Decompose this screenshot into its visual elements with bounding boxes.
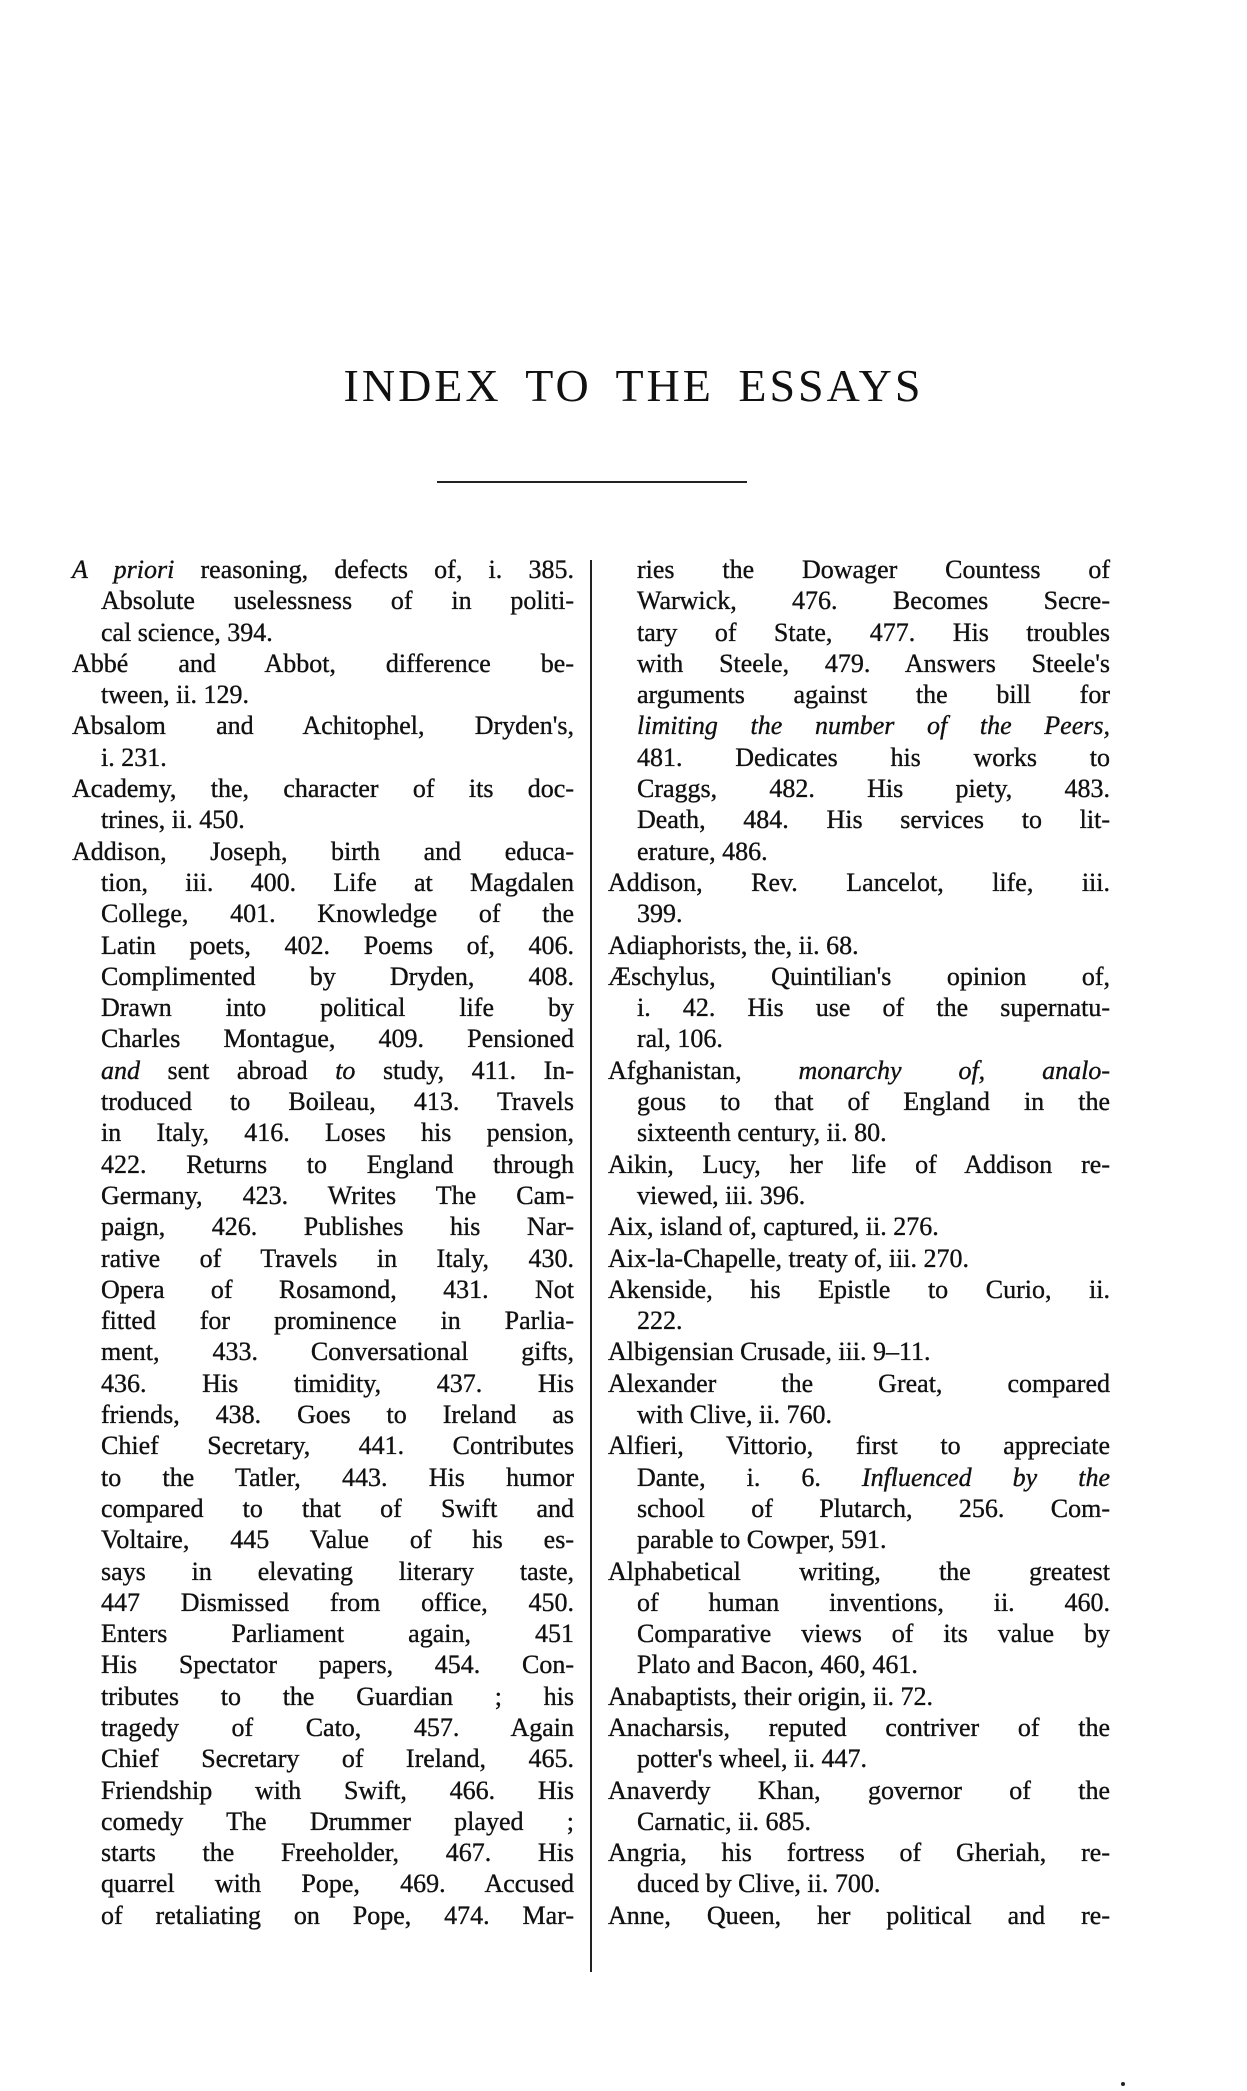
index-entry-line: 436. His timidity, 437. His bbox=[101, 1368, 574, 1398]
index-entry bbox=[608, 1055, 1110, 1149]
index-entry bbox=[608, 1837, 1110, 1900]
index-entry-heading-line: Albigensian Crusade, iii. 9–11. bbox=[608, 1337, 931, 1367]
index-entry-line: paign, 426. Publishes his Nar- bbox=[101, 1212, 574, 1242]
index-entry-heading-line: Anaverdy Khan, governor of the bbox=[608, 1775, 1110, 1805]
index-entry bbox=[72, 773, 574, 836]
index-entry-line: Warwick, 476. Becomes Secre- bbox=[637, 586, 1110, 616]
index-entry-heading-line: Addison, Rev. Lancelot, life, iii. bbox=[608, 867, 1110, 897]
index-entry bbox=[608, 1274, 1110, 1337]
index-entry-line: friends, 438. Goes to Ireland as bbox=[101, 1400, 574, 1430]
index-entry-line: Absolute uselessness of in politi- bbox=[101, 586, 574, 616]
index-entry-heading-line: Addison, Joseph, birth and educa- bbox=[72, 836, 574, 866]
index-entry bbox=[608, 554, 1110, 867]
index-entry-line: says in elevating literary taste, bbox=[101, 1556, 574, 1586]
index-entry-line: 399. bbox=[637, 899, 683, 929]
index-entry bbox=[608, 867, 1110, 930]
index-entry-heading-line: Academy, the, character of its doc- bbox=[72, 774, 574, 804]
text-segment: sent abroad bbox=[140, 1055, 336, 1085]
index-entry-heading-line: Angria, his fortress of Gheriah, re- bbox=[608, 1838, 1110, 1868]
index-entry-line: compared to that of Swift and bbox=[101, 1493, 574, 1523]
index-entry bbox=[608, 1368, 1110, 1431]
index-entry bbox=[72, 836, 574, 1931]
index-entry bbox=[608, 1681, 1110, 1712]
index-entry bbox=[608, 1211, 1110, 1242]
index-entry-line: rative of Travels in Italy, 430. bbox=[101, 1243, 574, 1273]
index-entry-heading-line: Æschylus, Quintilian's opinion of, bbox=[608, 961, 1110, 991]
index-entry-heading-line: Aix-la-Chapelle, treaty of, iii. 270. bbox=[608, 1243, 970, 1273]
index-entry bbox=[608, 1149, 1110, 1212]
index-entry-line: Chief Secretary, 441. Contributes bbox=[101, 1431, 574, 1461]
index-entry-line: duced by Clive, ii. 700. bbox=[637, 1869, 881, 1899]
index-entry-line bbox=[72, 1055, 574, 1086]
index-entry-heading-line: Alphabetical writing, the greatest bbox=[608, 1556, 1110, 1586]
index-entry-line: Comparative views of its value by bbox=[637, 1619, 1110, 1649]
page-title: INDEX TO THE ESSAYS bbox=[343, 360, 924, 411]
index-entry-line: fitted for prominence in Parlia- bbox=[101, 1306, 574, 1336]
index-entry-line: trines, ii. 450. bbox=[101, 805, 245, 835]
index-entry-line: Opera of Rosamond, 431. Not bbox=[101, 1274, 574, 1304]
index-entry bbox=[608, 961, 1110, 1055]
index-entry-line: viewed, iii. 396. bbox=[637, 1180, 806, 1210]
index-entry-line: Charles Montague, 409. Pensioned bbox=[101, 1024, 574, 1054]
index-entry-heading-line: Akenside, his Epistle to Curio, ii. bbox=[608, 1274, 1110, 1304]
index-entry bbox=[608, 1900, 1110, 1931]
index-entry-line: Plato and Bacon, 460, 461. bbox=[637, 1650, 918, 1680]
index-column-right bbox=[608, 554, 1110, 1931]
index-entry-line: with Steele, 479. Answers Steele's bbox=[637, 648, 1110, 678]
index-entry bbox=[608, 1775, 1110, 1838]
index-entry-line: parable to Cowper, 591. bbox=[637, 1525, 887, 1555]
index-entry-line: arguments against the bill for bbox=[637, 680, 1110, 710]
index-entry-line: 447 Dismissed from office, 450. bbox=[101, 1587, 574, 1617]
index-entry-line: ment, 433. Conversational gifts, bbox=[101, 1337, 574, 1367]
index-entry-line: Chief Secretary of Ireland, 465. bbox=[101, 1744, 574, 1774]
text-segment: Dante, i. 6. bbox=[637, 1462, 862, 1492]
index-entry-line: with Clive, ii. 760. bbox=[637, 1400, 832, 1430]
index-entry-heading-line: Alfieri, Vittorio, first to appreciate bbox=[608, 1431, 1110, 1461]
italic-text: and bbox=[101, 1055, 140, 1085]
index-entry-heading-line: Aikin, Lucy, her life of Addison re- bbox=[608, 1149, 1110, 1179]
index-entry-line: starts the Freeholder, 467. His bbox=[101, 1838, 574, 1868]
index-entry-line: ries the Dowager Countess of bbox=[637, 555, 1110, 584]
column-divider bbox=[590, 560, 592, 1972]
index-entry-line bbox=[608, 710, 1110, 741]
index-entry bbox=[72, 648, 574, 711]
index-entry-line: Craggs, 482. His piety, 483. bbox=[637, 774, 1110, 804]
index-entry-line: potter's wheel, ii. 447. bbox=[637, 1744, 867, 1774]
index-entry-line: Latin poets, 402. Poems of, 406. bbox=[101, 930, 574, 960]
index-entry-line: 222. bbox=[637, 1306, 683, 1336]
index-entry-line: Voltaire, 445 Value of his es- bbox=[101, 1525, 574, 1555]
index-entry bbox=[608, 1430, 1110, 1555]
index-entry-line: tributes to the Guardian ; his bbox=[101, 1681, 574, 1711]
index-entry-line: school of Plutarch, 256. Com- bbox=[637, 1493, 1110, 1523]
index-entry-line: tragedy of Cato, 457. Again bbox=[101, 1712, 574, 1742]
index-entry-heading-line: Absalom and Achitophel, Dryden's, bbox=[72, 711, 574, 741]
index-entry-line: in Italy, 416. Loses his pension, bbox=[101, 1118, 574, 1148]
text-segment: study, 411. In- bbox=[355, 1055, 574, 1085]
index-entry-line: tion, iii. 400. Life at Magdalen bbox=[101, 867, 574, 897]
index-entry-heading-line: Abbé and Abbot, difference be- bbox=[72, 648, 574, 678]
index-entry-heading-line bbox=[72, 554, 574, 585]
index-entry-line: Germany, 423. Writes The Cam- bbox=[101, 1180, 574, 1210]
index-column-left bbox=[72, 554, 574, 1931]
index-entry-line: Carnatic, ii. 685. bbox=[637, 1806, 812, 1836]
index-entry-heading-line: Anacharsis, reputed contriver of the bbox=[608, 1712, 1110, 1742]
index-entry-line: quarrel with Pope, 469. Accused bbox=[101, 1869, 574, 1899]
index-entry-line: i. 231. bbox=[101, 742, 167, 772]
index-entry-line bbox=[608, 1462, 1110, 1493]
index-entry bbox=[608, 1712, 1110, 1775]
index-entry-line: gous to that of England in the bbox=[637, 1087, 1110, 1117]
index-entry-heading-line bbox=[608, 1055, 1110, 1086]
italic-text: limiting the number of the Peers, bbox=[637, 711, 1110, 741]
index-entry-heading-line: Anabaptists, their origin, ii. 72. bbox=[608, 1681, 933, 1711]
index-entry bbox=[72, 710, 574, 773]
italic-text: to bbox=[335, 1055, 356, 1085]
index-entry-line: of human inventions, ii. 460. bbox=[637, 1587, 1110, 1617]
index-entry-line: comedy The Drummer played ; bbox=[101, 1806, 574, 1836]
index-entry-line: tary of State, 477. His troubles bbox=[637, 617, 1110, 647]
index-entry-line: troduced to Boileau, 413. Travels bbox=[101, 1087, 574, 1117]
index-entry-line: Death, 484. His services to lit- bbox=[637, 805, 1110, 835]
index-entry-heading-line: Anne, Queen, her political and re- bbox=[608, 1900, 1110, 1930]
index-entry-line: College, 401. Knowledge of the bbox=[101, 899, 574, 929]
index-entry-line: ral, 106. bbox=[637, 1024, 723, 1054]
index-entry-line: Drawn into political life by bbox=[101, 993, 574, 1023]
italic-text: A priori bbox=[72, 555, 175, 584]
index-entry bbox=[608, 930, 1110, 961]
index-entry bbox=[72, 554, 574, 648]
index-entry-line: Enters Parliament again, 451 bbox=[101, 1619, 574, 1649]
index-entry-line: i. 42. His use of the supernatu- bbox=[637, 993, 1110, 1023]
index-entry-line: tween, ii. 129. bbox=[101, 680, 250, 710]
index-entry bbox=[608, 1336, 1110, 1367]
index-entry-line: erature, 486. bbox=[637, 836, 768, 866]
index-entry-line: cal science, 394. bbox=[101, 617, 273, 647]
index-entry-heading-line: Aix, island of, captured, ii. 276. bbox=[608, 1212, 939, 1242]
index-entry-line: to the Tatler, 443. His humor bbox=[101, 1462, 574, 1492]
index-entry-heading-line: Alexander the Great, compared bbox=[608, 1368, 1110, 1398]
index-entry-line: Complimented by Dryden, 408. bbox=[101, 961, 574, 991]
index-entry bbox=[608, 1243, 1110, 1274]
index-entry-line: His Spectator papers, 454. Con- bbox=[101, 1650, 574, 1680]
text-segment: reasoning, defects of, i. 385. bbox=[174, 555, 574, 584]
index-entry-line: sixteenth century, ii. 80. bbox=[637, 1118, 887, 1148]
italic-text: Influenced by the bbox=[861, 1462, 1110, 1492]
scan-speck bbox=[1121, 2082, 1125, 2086]
text-segment: Afghanistan, bbox=[608, 1055, 799, 1085]
index-entry-heading-line: Adiaphorists, the, ii. 68. bbox=[608, 930, 859, 960]
index-entry-line: of retaliating on Pope, 474. Mar- bbox=[101, 1900, 574, 1930]
title-rule-divider bbox=[437, 481, 747, 483]
index-entry-line: Friendship with Swift, 466. His bbox=[101, 1775, 574, 1805]
index-entry bbox=[608, 1556, 1110, 1681]
index-entry-line: 422. Returns to England through bbox=[101, 1149, 574, 1179]
italic-text: monarchy of, analo- bbox=[798, 1055, 1110, 1085]
index-entry-line: 481. Dedicates his works to bbox=[637, 742, 1110, 772]
